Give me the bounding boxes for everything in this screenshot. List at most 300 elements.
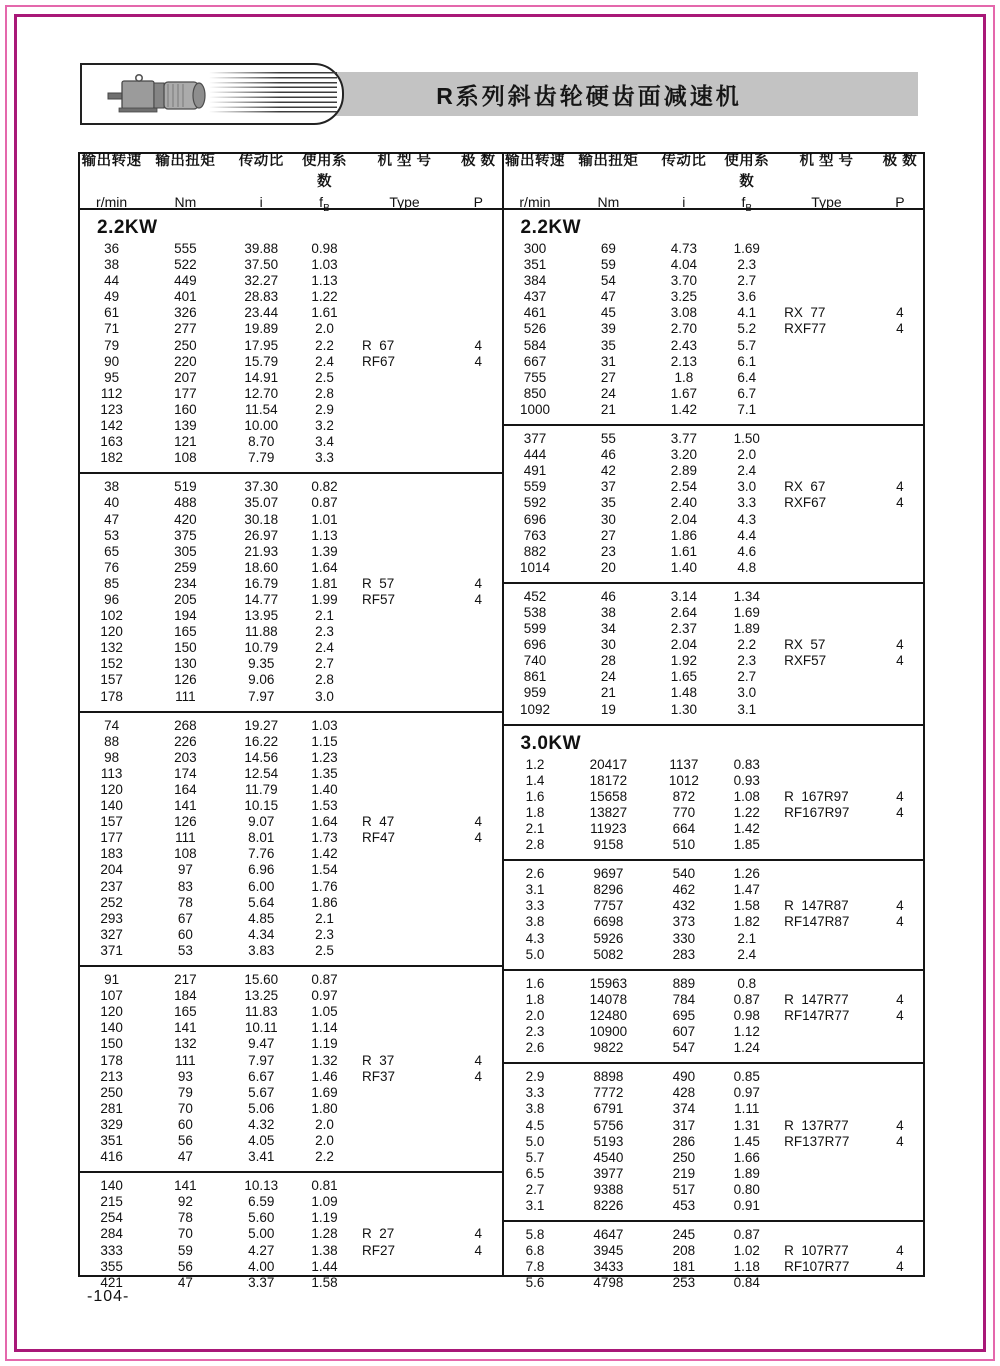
- cell-torque: 488: [174, 495, 197, 511]
- cell-speed: 250: [100, 1084, 123, 1100]
- cell-poles: [877, 241, 923, 257]
- cell-service-factor: 0.87: [733, 991, 760, 1007]
- cell-poles: [455, 879, 501, 895]
- table-row: [504, 370, 924, 386]
- cell-type: [354, 895, 455, 911]
- cell-speed: 65: [104, 543, 120, 559]
- cell-service-factor: 1.28: [311, 1226, 338, 1242]
- cell-speed: 142: [100, 418, 123, 434]
- cell-type: [354, 1133, 455, 1149]
- table-row: [80, 1101, 502, 1117]
- table-row: [80, 576, 502, 592]
- cell-ratio: 1.86: [670, 527, 697, 543]
- cell-ratio: 23.44: [244, 305, 279, 321]
- cell-torque: 126: [174, 814, 197, 830]
- cell-type: RF147R87: [784, 914, 850, 930]
- cell-poles: [877, 512, 923, 528]
- cell-speed: 71: [104, 321, 120, 337]
- cell-service-factor: 1.23: [311, 749, 338, 765]
- table-row: [80, 1259, 502, 1275]
- column-subheader-fb: $f_B$: [319, 193, 330, 214]
- cell-torque: 46: [600, 447, 616, 463]
- cell-type: RXF57: [784, 653, 827, 669]
- cell-service-factor: 2.5: [315, 369, 334, 385]
- cell-type: [354, 640, 455, 656]
- column-subheader-rmin: r/min: [519, 193, 551, 210]
- table-row: [80, 798, 502, 814]
- cell-speed: 384: [523, 273, 547, 289]
- cell-service-factor: 1.24: [733, 1040, 760, 1056]
- cell-torque: 20417: [589, 756, 628, 772]
- table-row: [504, 1118, 924, 1134]
- cell-speed: 421: [100, 1274, 123, 1290]
- column-header-torque: 输出扭矩: [155, 152, 216, 169]
- cell-service-factor: 1.35: [311, 765, 338, 781]
- table-row: [504, 821, 924, 837]
- cell-type: [776, 354, 877, 370]
- cell-speed: 416: [100, 1149, 123, 1165]
- gearmotor-image-box: [80, 63, 344, 125]
- cell-poles: 4: [896, 495, 904, 511]
- table-row: [504, 1085, 924, 1101]
- cell-torque: 205: [174, 591, 197, 607]
- cell-torque: 139: [174, 418, 197, 434]
- cell-speed: 95: [104, 369, 120, 385]
- table-row: [80, 879, 502, 895]
- cell-torque: 83: [177, 878, 193, 894]
- cell-type: [354, 718, 455, 734]
- table-row: [80, 1004, 502, 1020]
- specs-table: [78, 152, 925, 1291]
- cell-type: [776, 702, 877, 718]
- table-row: [80, 338, 502, 354]
- cell-poles: 4: [896, 321, 904, 337]
- cell-ratio: 7.79: [248, 450, 275, 466]
- cell-ratio: 286: [672, 1133, 696, 1149]
- table-row: [504, 321, 924, 337]
- cell-torque: 177: [174, 385, 197, 401]
- cell-ratio: 28.83: [244, 289, 279, 305]
- cell-torque: 11923: [590, 821, 627, 836]
- table-row: [504, 637, 924, 653]
- table-block: [504, 969, 924, 1062]
- cell-service-factor: 3.3: [737, 495, 757, 511]
- cell-speed: 351: [523, 257, 547, 273]
- cell-service-factor: 1.03: [311, 257, 338, 273]
- cell-service-factor: 1.73: [311, 830, 338, 846]
- cell-type: [354, 846, 455, 862]
- cell-speed: 491: [523, 463, 547, 479]
- cell-type: [354, 321, 455, 337]
- cell-torque: 60: [177, 926, 193, 942]
- cell-type: [354, 544, 455, 560]
- cell-poles: [455, 927, 501, 943]
- table-row: [80, 672, 502, 688]
- table-row: [504, 1166, 924, 1182]
- cell-poles: 4: [474, 353, 483, 369]
- cell-poles: [455, 450, 501, 466]
- cell-torque: 141: [174, 798, 197, 814]
- cell-ratio: 245: [672, 1227, 696, 1243]
- cell-type: RF167R97: [784, 804, 850, 820]
- cell-type: [354, 624, 455, 640]
- cell-type: R 27: [361, 1226, 395, 1242]
- cell-ratio: 7.97: [248, 688, 275, 704]
- cell-ratio: 2.70: [670, 321, 697, 337]
- cell-service-factor: 2.2: [315, 1149, 334, 1165]
- cell-service-factor: 7.1: [737, 401, 757, 417]
- cell-type: RF67: [361, 353, 395, 369]
- table-row: [80, 479, 502, 495]
- cell-ratio: 18.60: [244, 559, 279, 575]
- cell-speed: 284: [100, 1226, 123, 1242]
- cell-type: [776, 1150, 877, 1166]
- cell-type: [354, 370, 455, 386]
- cell-poles: [877, 1069, 923, 1085]
- cell-speed: 36: [104, 241, 120, 256]
- cell-service-factor: 3.6: [737, 289, 757, 305]
- cell-ratio: 1.30: [670, 701, 697, 717]
- cell-ratio: 13.25: [244, 988, 279, 1004]
- cell-type: [354, 289, 455, 305]
- table-row: [504, 1259, 924, 1275]
- cell-poles: [877, 1085, 923, 1101]
- cell-ratio: 770: [672, 804, 696, 820]
- cell-poles: 4: [896, 898, 904, 914]
- cell-service-factor: 1.69: [733, 241, 760, 256]
- cell-poles: [877, 354, 923, 370]
- cell-poles: [877, 289, 923, 305]
- table-row: [504, 992, 924, 1008]
- cell-service-factor: 3.0: [737, 479, 757, 495]
- cell-speed: 1.4: [525, 772, 545, 788]
- cell-poles: [455, 1194, 501, 1210]
- cell-type: [776, 882, 877, 898]
- cell-type: [354, 988, 455, 1004]
- cell-poles: [877, 605, 923, 621]
- cell-service-factor: 2.1: [315, 910, 334, 926]
- cell-ratio: 10.13: [244, 1178, 279, 1194]
- cell-torque: 12480: [589, 1007, 628, 1023]
- cell-speed: 2.8: [525, 837, 545, 853]
- cell-type: RXF77: [784, 321, 827, 337]
- cell-speed: 526: [523, 321, 547, 337]
- cell-torque: 9158: [593, 837, 624, 853]
- cell-speed: 5.0: [525, 1133, 545, 1149]
- cell-speed: 2.3: [525, 1024, 545, 1040]
- cell-torque: 15963: [589, 975, 628, 991]
- cell-torque: 326: [174, 305, 197, 321]
- cell-type: [776, 621, 877, 637]
- cell-ratio: 6.67: [248, 1068, 275, 1084]
- table-row: [504, 1275, 924, 1291]
- cell-ratio: 10.11: [244, 1020, 278, 1036]
- cell-torque: 47: [600, 289, 616, 305]
- cell-torque: 226: [174, 733, 197, 749]
- cell-poles: [877, 1101, 923, 1117]
- cell-service-factor: 3.4: [315, 434, 334, 450]
- column-header-type: 机 型 号: [377, 152, 432, 169]
- cell-type: [354, 1117, 455, 1133]
- cell-poles: [455, 257, 501, 273]
- cell-type: [354, 1178, 455, 1194]
- cell-torque: 27: [600, 369, 616, 385]
- cell-torque: 92: [177, 1194, 193, 1210]
- cell-type: [776, 589, 877, 605]
- cell-ratio: 1137: [669, 756, 699, 772]
- cell-service-factor: 3.0: [315, 688, 334, 704]
- cell-ratio: 2.04: [670, 511, 697, 527]
- cell-torque: 522: [174, 257, 197, 273]
- cell-torque: 28: [600, 653, 616, 669]
- cell-speed: 140: [100, 1178, 123, 1194]
- cell-poles: 4: [474, 814, 483, 830]
- table-row: [504, 560, 924, 576]
- cell-type: R 107R77: [784, 1243, 849, 1259]
- cell-type: [354, 672, 455, 688]
- cell-torque: 375: [174, 527, 197, 543]
- table-row: [80, 1178, 502, 1194]
- cell-type: RX 77: [784, 305, 826, 321]
- cell-ratio: 2.64: [670, 604, 697, 620]
- cell-torque: 420: [174, 511, 197, 527]
- cell-service-factor: 2.0: [315, 321, 334, 337]
- cell-type: RF107R77: [784, 1259, 850, 1275]
- cell-torque: 70: [177, 1100, 193, 1116]
- cell-torque: 69: [600, 241, 616, 256]
- cell-type: [354, 608, 455, 624]
- cell-type: [776, 821, 877, 837]
- cell-service-factor: 1.58: [733, 898, 760, 914]
- cell-ratio: 9.35: [248, 656, 275, 672]
- cell-torque: 21: [600, 401, 616, 417]
- cell-speed: 437: [523, 289, 547, 305]
- cell-service-factor: 2.0: [315, 1132, 334, 1148]
- cell-torque: 305: [174, 543, 197, 559]
- cell-ratio: 540: [672, 866, 696, 882]
- table-row: [80, 305, 502, 321]
- cell-poles: 4: [474, 1068, 483, 1084]
- cell-torque: 121: [174, 434, 197, 450]
- cell-poles: [455, 1275, 501, 1291]
- cell-speed: 98: [104, 749, 120, 765]
- cell-type: [354, 402, 455, 418]
- cell-type: [354, 386, 455, 402]
- column-header-service-factor: 使用系数: [724, 152, 770, 190]
- table-row: [504, 544, 924, 560]
- cell-service-factor: 1.22: [311, 289, 338, 305]
- cell-service-factor: 1.66: [733, 1149, 760, 1165]
- cell-torque: 203: [174, 749, 197, 765]
- cell-poles: [877, 821, 923, 837]
- table-row: [504, 495, 924, 511]
- table-row: [80, 1210, 502, 1226]
- cell-poles: [455, 1085, 501, 1101]
- title-banner: [260, 72, 918, 116]
- cell-speed: 47: [104, 511, 120, 527]
- cell-ratio: 37.50: [244, 257, 279, 273]
- cell-poles: [455, 846, 501, 862]
- cell-service-factor: 0.83: [733, 756, 760, 772]
- column-subheader-i: i: [259, 193, 263, 210]
- cell-type: RF137R77: [784, 1133, 850, 1149]
- cell-service-factor: 2.2: [737, 637, 757, 653]
- cell-poles: [877, 431, 923, 447]
- table-row: [504, 914, 924, 930]
- cell-type: R 47: [361, 814, 395, 830]
- cell-ratio: 490: [672, 1069, 696, 1085]
- cell-ratio: 15.79: [244, 353, 279, 369]
- table-block: [80, 711, 502, 965]
- cell-speed: 3.8: [525, 1101, 545, 1117]
- cell-service-factor: 1.14: [311, 1020, 338, 1036]
- cell-service-factor: 1.09: [311, 1194, 338, 1210]
- cell-service-factor: 1.76: [311, 878, 338, 894]
- cell-service-factor: 6.1: [737, 353, 757, 369]
- cell-service-factor: 4.6: [737, 543, 757, 559]
- cell-poles: [455, 608, 501, 624]
- table-row: [504, 257, 924, 273]
- table-row: [80, 911, 502, 927]
- cell-ratio: 2.37: [670, 621, 697, 637]
- cell-ratio: 330: [672, 930, 696, 946]
- table-row: [80, 846, 502, 862]
- cell-torque: 56: [177, 1258, 193, 1274]
- cell-speed: 2.9: [525, 1069, 545, 1085]
- cell-torque: 130: [174, 656, 197, 672]
- cell-service-factor: 0.82: [311, 479, 338, 495]
- cell-ratio: 10.00: [244, 418, 279, 434]
- table-row: [80, 1117, 502, 1133]
- cell-ratio: 1.42: [670, 401, 697, 417]
- cell-poles: 4: [896, 914, 904, 930]
- cell-type: [354, 911, 455, 927]
- cell-speed: 592: [523, 495, 547, 511]
- cell-ratio: 8.70: [248, 434, 275, 450]
- table-block: [80, 210, 502, 472]
- cell-torque: 5926: [593, 930, 624, 946]
- cell-ratio: 3.20: [670, 447, 697, 463]
- cell-service-factor: 6.4: [737, 369, 757, 385]
- column-header-ratio: 传动比: [238, 152, 284, 169]
- cell-service-factor: 0.97: [733, 1085, 760, 1101]
- cell-service-factor: 1.69: [733, 604, 760, 620]
- cell-service-factor: 1.11: [734, 1101, 760, 1117]
- cell-type: [776, 685, 877, 701]
- cell-torque: 24: [600, 385, 616, 401]
- cell-type: [354, 656, 455, 672]
- cell-torque: 34: [600, 621, 616, 637]
- cell-service-factor: 1.53: [311, 798, 338, 814]
- table-row: [80, 862, 502, 878]
- cell-service-factor: 2.3: [737, 257, 757, 273]
- cell-ratio: 784: [672, 991, 696, 1007]
- cell-poles: [455, 624, 501, 640]
- cell-ratio: 4.27: [248, 1242, 275, 1258]
- cell-poles: [455, 479, 501, 495]
- cell-torque: 70: [177, 1226, 193, 1242]
- cell-torque: 23: [600, 543, 616, 559]
- table-row: [504, 512, 924, 528]
- cell-type: [354, 305, 455, 321]
- cell-poles: [455, 402, 501, 418]
- cell-speed: 76: [104, 559, 120, 575]
- table-row: [504, 528, 924, 544]
- cell-ratio: 4.32: [248, 1116, 275, 1132]
- cell-torque: 194: [174, 608, 197, 624]
- table-row: [504, 338, 924, 354]
- cell-ratio: 37.30: [244, 479, 279, 495]
- cell-service-factor: 4.3: [737, 511, 757, 527]
- cell-ratio: 2.40: [670, 495, 697, 511]
- cell-type: [354, 1004, 455, 1020]
- cell-speed: 107: [100, 988, 123, 1004]
- cell-torque: 53: [177, 942, 193, 958]
- cell-type: RF37: [361, 1068, 395, 1084]
- cell-type: [776, 1040, 877, 1056]
- cell-poles: 4: [896, 305, 904, 321]
- cell-torque: 46: [600, 588, 616, 604]
- cell-speed: 96: [104, 591, 120, 607]
- cell-torque: 5756: [593, 1117, 624, 1133]
- table-row: [80, 257, 502, 273]
- cell-speed: 281: [100, 1100, 123, 1116]
- cell-poles: 4: [474, 1242, 483, 1258]
- table-row: [504, 789, 924, 805]
- cell-poles: [877, 273, 923, 289]
- cell-type: [354, 1149, 455, 1165]
- cell-ratio: 3.41: [248, 1149, 275, 1165]
- cell-torque: 8226: [593, 1197, 624, 1213]
- cell-service-factor: 0.97: [311, 988, 338, 1004]
- cell-type: [354, 1210, 455, 1226]
- cell-torque: 59: [177, 1242, 193, 1258]
- cell-type: [354, 257, 455, 273]
- table-block: [504, 424, 924, 582]
- column-subheader-fb: $f_B$: [741, 193, 753, 214]
- cell-type: [354, 782, 455, 798]
- cell-ratio: 1.61: [670, 543, 697, 559]
- cell-torque: 47: [177, 1274, 193, 1290]
- cell-torque: 7772: [593, 1085, 624, 1101]
- table-row: [80, 512, 502, 528]
- cell-speed: 204: [100, 862, 123, 878]
- cell-type: R 37: [361, 1052, 395, 1068]
- cell-poles: [455, 495, 501, 511]
- cell-poles: [455, 689, 501, 705]
- cell-service-factor: 4.8: [737, 559, 757, 575]
- cell-speed: 371: [100, 942, 123, 958]
- cell-poles: [455, 560, 501, 576]
- cell-ratio: 6.59: [248, 1194, 275, 1210]
- cell-type: [776, 289, 877, 305]
- cell-type: RF147R77: [784, 1007, 850, 1023]
- cell-speed: 861: [523, 669, 547, 685]
- cell-service-factor: 1.12: [733, 1024, 760, 1040]
- cell-torque: 18172: [589, 772, 628, 788]
- cell-type: [354, 689, 455, 705]
- cell-poles: [877, 544, 923, 560]
- table-row: [504, 931, 924, 947]
- cell-ratio: 16.79: [244, 575, 279, 591]
- cell-torque: 277: [174, 321, 197, 337]
- cell-type: [776, 1182, 877, 1198]
- cell-poles: 4: [896, 479, 904, 495]
- cell-type: [354, 241, 455, 257]
- cell-service-factor: 3.0: [737, 685, 757, 701]
- table-row: [80, 1243, 502, 1259]
- cell-poles: [877, 1275, 923, 1291]
